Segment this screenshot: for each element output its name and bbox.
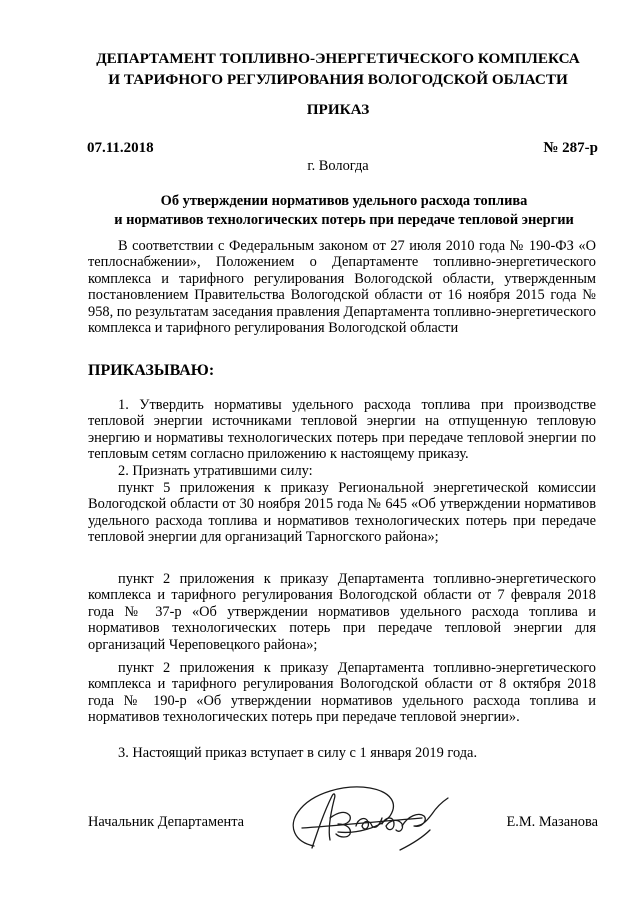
doc-number: № 287-р <box>543 140 598 156</box>
item-3-paragraph: 3. Настоящий приказ вступает в силу с 1 января 2019 года. <box>118 745 478 761</box>
doc-date: 07.11.2018 <box>87 140 154 156</box>
signatory-name: Е.М. Мазанова <box>506 814 598 830</box>
doc-city: г. Вологда <box>307 158 369 174</box>
doc-title <box>88 192 600 230</box>
doc-type-heading: ПРИКАЗ <box>306 101 370 118</box>
item-2-paragraph: 2. Признать утратившими силу: <box>118 463 313 479</box>
department-header <box>80 48 596 90</box>
department-line-2: И ТАРИФНОГО РЕГУЛИРОВАНИЯ ВОЛОГОДСКОЙ ОБЛАСТИ <box>108 71 568 88</box>
department-line-1: ДЕПАРТАМЕНТ ТОПЛИВНО-ЭНЕРГЕТИЧЕСКОГО КОМПЛЕКСА <box>96 50 580 67</box>
preamble-paragraph: В соответствии с Федеральным законом от 27 июля 2010 года № 190-ФЗ «О теплоснабжении», Положением о Департаменте топливно-энергетического комплекса и тарифного регулирования Вологодской области, утвержденным постановлением Правительства Вологодской области от 16 ноября 2015 года № 958, по результатам заседания правления Департамента топливно-энергетического комплекса и тарифного регулирования Вологодской области <box>88 238 596 337</box>
doc-title-line-1: Об утверждении нормативов удельного расхода топлива <box>160 193 528 209</box>
repealed-clause-1: пункт 5 приложения к приказу Региональной энергетической комиссии Вологодской области от 30 ноября 2015 года № 645 «Об утверждении нормативов удельного расхода топлива и нормативов технологических потерь при передаче тепловой энергии для организаций Тарногского района»; <box>88 480 596 546</box>
handwritten-signature <box>272 768 462 858</box>
doc-title-line-2: и нормативов технологических потерь при передаче тепловой энергии <box>114 212 574 228</box>
item-1-paragraph: 1. Утвердить нормативы удельного расхода топлива при производстве тепловой энергии источниками тепловой энергии на отпущенную тепловую энергию и нормативы технологических потерь при передаче тепловой энергии по тепловым сетям согласно приложению к настоящему приказу. <box>88 397 596 463</box>
signatory-position: Начальник Департамента <box>88 814 245 830</box>
repealed-clause-2: пункт 2 приложения к приказу Департамента топливно-энергетического комплекса и тарифного регулирования Вологодской области от 7 февраля 2018 года № 37-р «Об утверждении нормативов удельного расхода топлива и нормативов технологических потерь при передаче тепловой энергии для организаций Череповецкого района»; <box>88 571 596 653</box>
order-heading: ПРИКАЗЫВАЮ: <box>88 362 215 379</box>
repealed-clause-3: пункт 2 приложения к приказу Департамента топливно-энергетического комплекса и тарифного регулирования Вологодской области от 8 октября 2018 года № 190-р «Об утверждении нормативов удельного расхода топлива и нормативов технологических потерь при передаче тепловой энергии». <box>88 660 596 726</box>
